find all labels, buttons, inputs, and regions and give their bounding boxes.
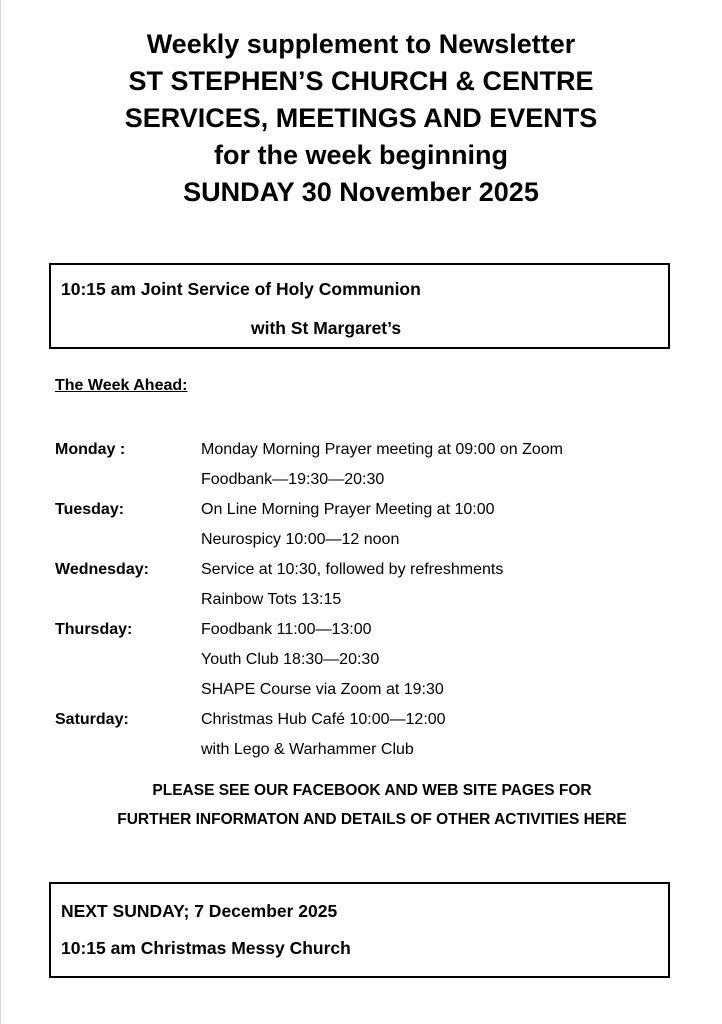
day-label: Monday : bbox=[55, 441, 126, 458]
next-sunday-service: 10:15 am Christmas Messy Church bbox=[61, 938, 351, 958]
schedule-row-tuesday bbox=[55, 495, 675, 555]
service-with-line: with St Margaret’s bbox=[251, 318, 402, 338]
notice-line-2: FURTHER INFORMATON AND DETAILS OF OTHER ACTIVITIES HERE bbox=[117, 811, 627, 828]
day-label: Tuesday: bbox=[55, 501, 125, 518]
title-line-3: SERVICES, MEETINGS AND EVENTS bbox=[124, 103, 598, 133]
day-events bbox=[201, 615, 675, 705]
event-item: SHAPE Course via Zoom at 19:30 bbox=[201, 681, 444, 698]
event-item: Foodbank—19:30—20:30 bbox=[201, 471, 385, 488]
day-label: Wednesday: bbox=[55, 561, 149, 578]
week-ahead-heading: The Week Ahead: bbox=[55, 377, 188, 394]
event-item: with Lego & Warhammer Club bbox=[201, 741, 414, 758]
day-label: Thursday: bbox=[55, 621, 133, 638]
day-events bbox=[201, 495, 675, 555]
event-item: Christmas Hub Café 10:00—12:00 bbox=[201, 711, 446, 728]
event-item: On Line Morning Prayer Meeting at 10:00 bbox=[201, 501, 495, 518]
event-item: Foodbank 11:00—13:00 bbox=[201, 621, 372, 638]
next-sunday-date: NEXT SUNDAY; 7 December 2025 bbox=[61, 901, 338, 921]
event-item: Service at 10:30, followed by refreshments bbox=[201, 561, 504, 578]
title-line-2: ST STEPHEN’S CHURCH & CENTRE bbox=[128, 66, 594, 96]
day-events bbox=[201, 435, 675, 495]
day-label: Saturday: bbox=[55, 711, 129, 728]
schedule-row-monday bbox=[55, 435, 675, 495]
title-line-5: SUNDAY 30 November 2025 bbox=[183, 177, 539, 207]
page-title bbox=[0, 26, 722, 211]
event-item: Neurospicy 10:00—12 noon bbox=[201, 531, 400, 548]
week-schedule bbox=[55, 435, 675, 765]
event-item: Youth Club 18:30—20:30 bbox=[201, 651, 380, 668]
day-events bbox=[201, 555, 675, 615]
info-notice bbox=[0, 776, 722, 834]
service-time-line: 10:15 am Joint Service of Holy Communion bbox=[61, 279, 421, 299]
event-item: Rainbow Tots 13:15 bbox=[201, 591, 342, 608]
notice-line-1: PLEASE SEE OUR FACEBOOK AND WEB SITE PAGES FOR bbox=[152, 782, 592, 799]
event-item: Monday Morning Prayer meeting at 09:00 on Zoom bbox=[201, 441, 563, 458]
sunday-service-box bbox=[49, 263, 670, 349]
title-line-4: for the week beginning bbox=[213, 140, 509, 170]
next-sunday-box bbox=[49, 882, 670, 978]
title-line-1: Weekly supplement to Newsletter bbox=[146, 29, 576, 59]
schedule-row-saturday bbox=[55, 705, 675, 765]
schedule-row-wednesday bbox=[55, 555, 675, 615]
day-events bbox=[201, 705, 675, 765]
schedule-row-thursday bbox=[55, 615, 675, 705]
